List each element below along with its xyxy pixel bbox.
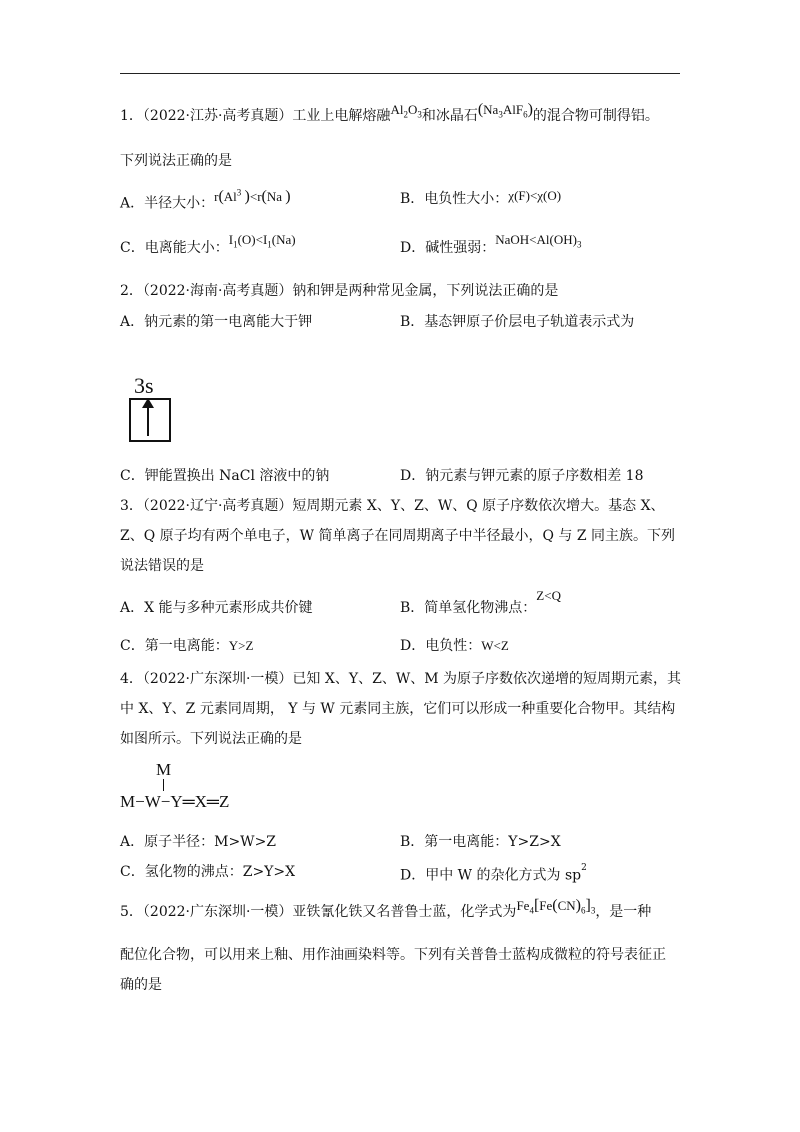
q2-option-c: C．钾能置换出 NaCl 溶液中的钠	[120, 468, 330, 484]
q1-option-c-label: C．电离能大小：	[120, 240, 229, 256]
q2-option-b: B．基态钾原子价层电子轨道表示式为	[400, 314, 635, 330]
q4-option-d-superscript: 2	[581, 863, 587, 873]
q3-option-c-label: C．第一电离能：	[120, 638, 229, 654]
q2-stem: 2．（2022·海南·高考真题）钠和钾是两种常见金属，下列说法正确的是	[120, 283, 559, 299]
q5-line3: 确的是	[120, 977, 162, 993]
q3-line1: 3．（2022·辽宁·高考真题）短周期元素 X、Y、Z、W、Q 原子序数依次增大。基态 X、	[120, 498, 665, 514]
q1-formula-al2o3: $Al_2O_3$	[390, 102, 422, 120]
q4-option-d	[400, 862, 587, 886]
structure-bond-vertical	[163, 779, 164, 791]
q3-option-d	[400, 636, 509, 656]
structure-main-chain: M−W−Y═X═Z	[120, 792, 230, 811]
q1-option-d	[400, 232, 582, 263]
q3-option-b-math: Z<Q	[536, 588, 561, 603]
q3-option-d-math: W<Z	[481, 638, 509, 653]
q1-formula-cryolite: $(Na_3AlF_6)$	[477, 101, 533, 120]
q1-option-d-formula: NaOH<Al(OH)	[495, 232, 577, 247]
q1-option-b-label: B．电负性大小：	[400, 191, 509, 207]
orbital-label-3s: 3s	[134, 373, 154, 398]
q1-option-a	[120, 189, 291, 213]
structure-top-m: M	[156, 760, 172, 779]
q1-option-c	[120, 232, 296, 263]
q1-option-b	[400, 189, 561, 209]
q4-option-c: C．氢化物的沸点：Z>Y>X	[120, 864, 296, 880]
q3-option-b-label: B．简单氢化物沸点：	[400, 600, 537, 616]
q1-line1	[120, 101, 659, 131]
q3-line2: Z、Q 原子均有两个单电子，W 简单离子在同周期离子中半径最小，Q 与 Z 同主族。下列	[120, 528, 676, 544]
q2-option-a: A．钠元素的第一电离能大于钾	[120, 314, 313, 330]
q3-line3: 说法错误的是	[120, 558, 204, 574]
q1-text-c: 的混合物可制得铝。	[532, 108, 659, 124]
q1-option-d-math: $NaOH<Al(OH)_3$	[495, 232, 582, 250]
q1-text-a: 1．（2022·江苏·高考真题）工业上电解熔融	[120, 108, 391, 124]
q5-text-b: ，是一种	[595, 904, 652, 920]
q4-line3: 如图所示。下列说法正确的是	[120, 731, 302, 747]
q5-text-a: 5．（2022·广东深圳·一模）亚铁氰化铁又名普鲁士蓝，化学式为	[120, 904, 517, 920]
q1-option-a-label: A．半径大小：	[120, 195, 215, 212]
q3-option-c-math: Y>Z	[228, 638, 254, 653]
q1-option-b-math: χ(F)<χ(O)	[508, 188, 562, 203]
q4-option-b: B．第一电离能：Y>Z>X	[400, 834, 561, 850]
q1-option-a-math: r(Al$^3$ )<r(Na )	[214, 188, 291, 206]
spin-up-arrowhead-icon	[142, 398, 154, 408]
q1-text-b: 和冰晶石	[421, 108, 478, 124]
q4-line2: 中 X、Y、Z 元素同周期， Y 与 W 元素同主族，它们可以形成一种重要化合物甲。其结构	[120, 701, 676, 717]
q5-line2: 配位化合物，可以用来上釉、用作油画染料等。下列有关普鲁士蓝构成微粒的符号表征正	[120, 947, 666, 963]
q3-option-d-label: D．电负性：	[400, 638, 482, 654]
q1-line2: 下列说法正确的是	[120, 153, 232, 169]
q4-option-d-label: D．甲中 W 的杂化方式为 sp	[400, 867, 582, 884]
q4-option-a: A．原子半径：M>W>Z	[120, 834, 277, 850]
q1-option-d-label: D．碱性强弱：	[400, 240, 496, 256]
q5-formula: $Fe_4[Fe(CN)_6]_3$	[516, 897, 596, 916]
q4-line1: 4．（2022·广东深圳·一模）已知 X、Y、Z、W、M 为原子序数依次递增的短周期元素，其	[120, 671, 681, 687]
top-rule	[120, 73, 680, 74]
q3-option-b	[400, 588, 561, 618]
q3-option-a: A．X 能与多种元素形成共价键	[120, 600, 313, 616]
q5-line1	[120, 897, 652, 927]
q1-option-c-math: $I_1(O)<I_1(Na)$	[228, 232, 296, 250]
q2-option-d: D．钠元素与钾元素的原子序数相差 18	[400, 468, 644, 484]
q3-option-c	[120, 636, 253, 656]
